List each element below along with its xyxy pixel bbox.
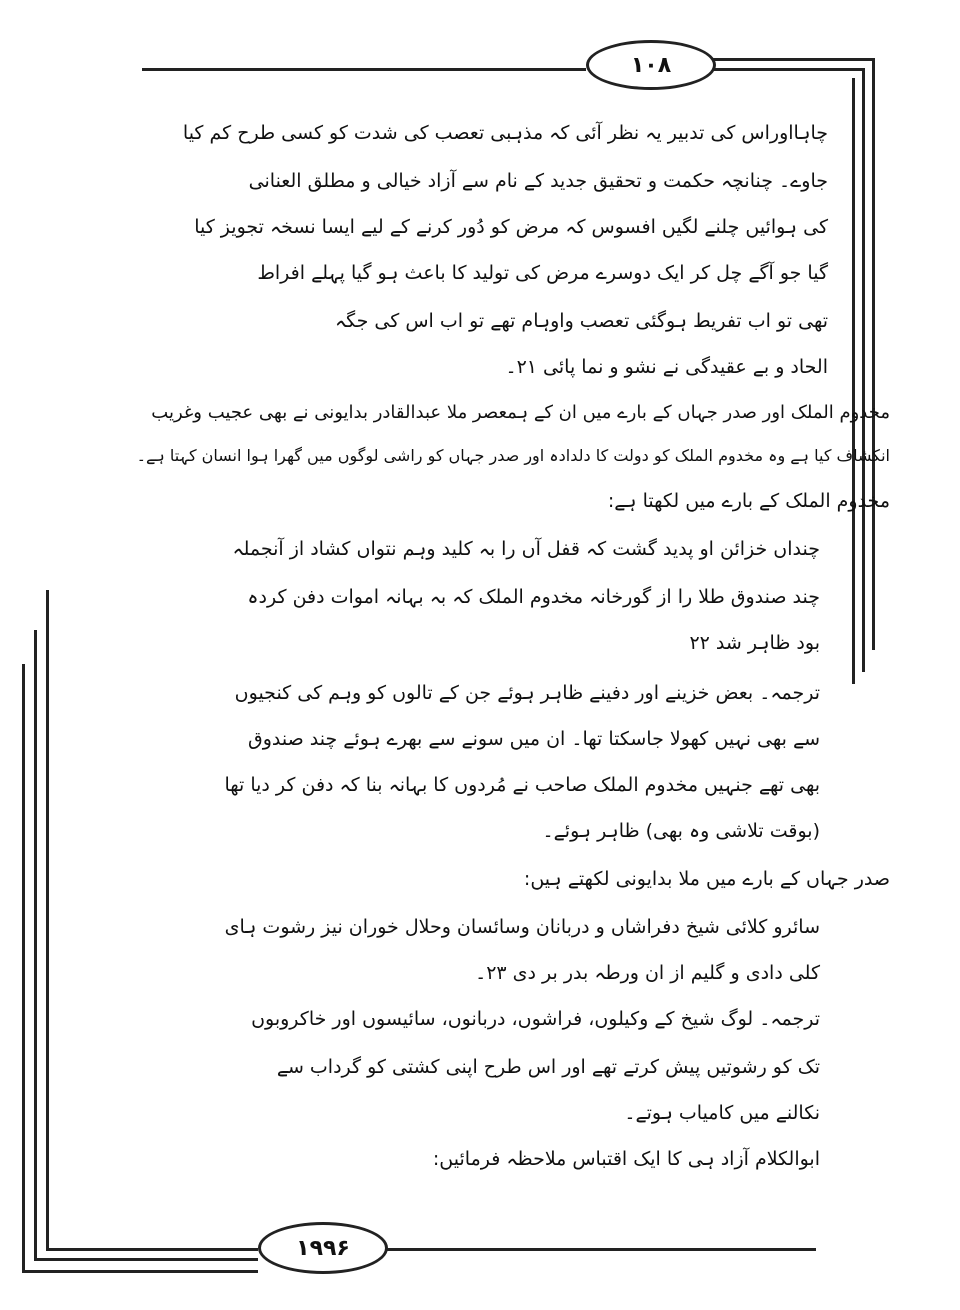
quote-line: الحاد و بے عقیدگی نے نشو و نما پائی ۲۱۔	[505, 356, 828, 378]
frame-right-inner-line	[862, 68, 865, 672]
quote-line: گیا جو آگے چل کر ایک دوسرے مرض کی تولید کا باعث ہو گیا پہلے افراط	[257, 262, 828, 284]
translation-line: ترجمہ۔ لوگ شیخ کے وکیلوں، فراشوں، دربانوں، سائیسوں اور خاکروبوں	[251, 1008, 820, 1030]
frame-bottom-line-3	[46, 1248, 258, 1251]
frame-right-inner2-line	[852, 78, 855, 684]
translation-line: تک کو رشوتیں پیش کرتے تھے اور اس طرح اپنی کشتی کو گرداب سے	[276, 1056, 820, 1078]
frame-bottom-line-2	[34, 1258, 258, 1261]
translation-line: سے بھی نہیں کھولا جاسکتا تھا۔ ان میں سونے سے بھرے ہوئے چند صندوق	[247, 728, 820, 750]
frame-bottom-line-1	[22, 1270, 258, 1273]
paragraph-line: صدر جہاں کے بارے میں ملا بدایونی لکھتے ہیں:	[523, 868, 890, 890]
frame-top-line-2	[712, 68, 864, 71]
page-number: ۱۰۸	[586, 40, 716, 90]
quote-line: چاہااوراس کی تدبیر یہ نظر آئی کہ مذہبی تعصب کی شدت کو کسی طرح کم کیا	[182, 122, 828, 144]
frame-top-line-1	[712, 58, 874, 61]
persian-quote-line: چند صندوق طلا را از گورخانہ مخدوم الملک کہ بہ بہانہ اموات دفن کردہ	[247, 586, 820, 608]
quote-line: تھی تو اب تفریط ہوگئی تعصب واوہام تھے تو اب اس کی جگہ	[335, 310, 828, 332]
paragraph-line: مخدوم الملک کے بارے میں لکھتا ہے:	[607, 490, 890, 512]
year-number: ۱۹۹۶	[258, 1222, 388, 1274]
translation-line: (بوقت تلاشی وہ بھی) ظاہر ہوئے۔	[542, 820, 820, 842]
quote-line: جاوے۔ چنانچہ حکمت و تحقیق جدید کے نام سے آزاد خیالی و مطلق العنانی	[248, 170, 828, 192]
translation-line: بھی تھے جنہیں مخدوم الملک صاحب نے مُردوں کا بہانہ بنا کہ دفن کر دیا تھا	[224, 774, 820, 796]
quote-line: کی ہوائیں چلنے لگیں افسوس کہ مرض کو دُور کرنے کے لیے ایسا نسخہ تجویز کیا	[194, 216, 828, 238]
persian-quote-line: کلی دادی و گلیم از ان ورطہ بدر بر دی ۲۳۔	[475, 962, 820, 984]
frame-right-outer-line	[872, 58, 875, 650]
persian-quote-line: سائرو کلائی شیخ دفراشاں و دربانان وسائسان وحلال خوران نیز رشوت ہای	[224, 916, 820, 938]
paragraph-line: ابوالکلام آزاد ہی کا ایک اقتباس ملاحظہ فرمائیں:	[432, 1148, 820, 1170]
frame-bottom-right-line	[382, 1248, 816, 1251]
paragraph-line: انکشاف کیا ہے وہ مخدوم الملک کو دولت کا دلدادہ اور صدر جہاں کو راشی لوگوں میں گھرا ہوا انسان کہتا ہے۔	[136, 446, 890, 465]
translation-line: نکالنے میں کامیاب ہوتے۔	[624, 1102, 820, 1124]
frame-left-outer-line	[22, 664, 25, 1272]
frame-top-left-line	[142, 68, 586, 71]
frame-left-inner-line	[34, 630, 37, 1260]
paragraph-line: مخدوم الملک اور صدر جہاں کے بارے میں ان کے ہمعصر ملا عبدالقادر بدایونی نے بھی عجیب وغریب	[151, 402, 890, 423]
persian-quote-line: چنداں خزائن او پدید گشت کہ قفل آں را بہ کلید وہم نتواں کشاد از آنجملہ	[232, 538, 820, 560]
persian-quote-line: بود ظاہر شد ۲۲	[689, 632, 820, 654]
frame-left-inner2-line	[46, 590, 49, 1250]
translation-line: ترجمہ۔ بعض خزینے اور دفینے ظاہر ہوئے جن کے تالوں کو وہم کی کنجیوں	[234, 682, 820, 704]
